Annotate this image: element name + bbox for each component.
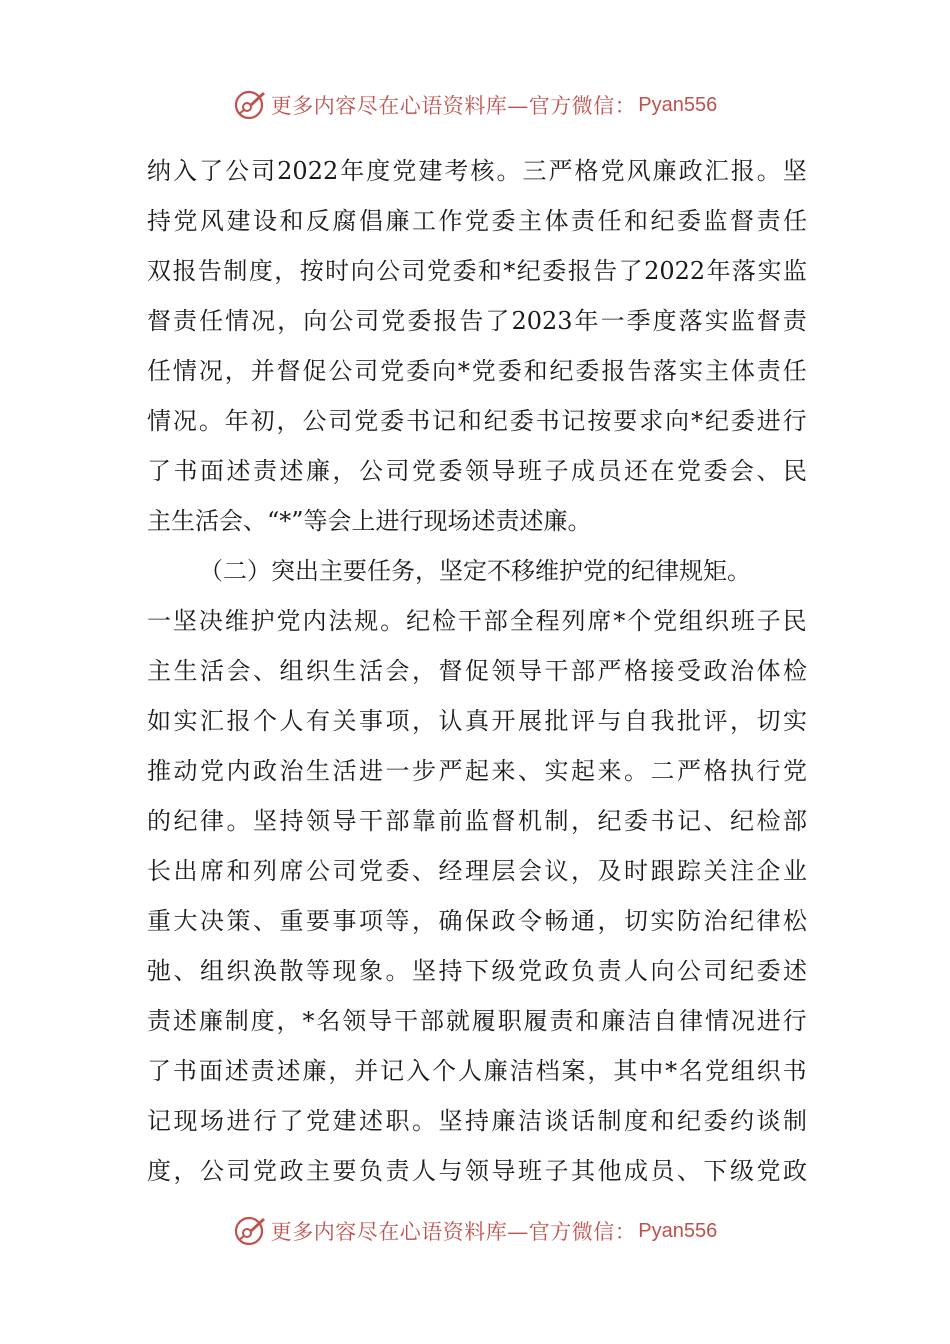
text-line: 督 责 任 情 况 ， 向 公 司 党 委 报 告 了 2023 年 一 季 度 落 实 监 督 责 bbox=[147, 307, 807, 335]
text-line: 推 动 党 内 政 治 生 活 进 一 步 严 起 来 、 实 起 来 。 二 严 格 执 行 党 bbox=[147, 757, 807, 785]
section-heading-line: （二）突出主要任务，坚定不移维护党的纪律规矩。 bbox=[199, 557, 751, 585]
text-line: 度 ， 公 司 党 政 主 要 负 责 人 与 领 导 班 子 其 他 成 员 、 下 级 党 政 bbox=[147, 1157, 807, 1185]
banner-text: 更多内容尽在心语资料库—官方微信： bbox=[270, 94, 637, 118]
text-line: 重 大 决 策 、 重 要 事 项 等 ， 确 保 政 令 畅 通 ， 切 实 防 治 纪 律 松 bbox=[147, 907, 807, 935]
text-line: 了 书 面 述 责 述 廉 ， 并 记 入 个 人 廉 洁 档 案 ， 其 中 * 名 党 组 织 书 bbox=[147, 1057, 807, 1085]
text-line: 的 纪 律 。 坚 持 领 导 干 部 靠 前 监 督 机 制 ， 纪 委 书 记 、 纪 检 部 bbox=[147, 807, 807, 835]
pen-logo-icon bbox=[233, 88, 267, 122]
text-line: 弛 、 组 织 涣 散 等 现 象 。 坚 持 下 级 党 政 负 责 人 向 公 司 纪 委 述 bbox=[147, 957, 807, 985]
banner-text: 更多内容尽在心语资料库—官方微信： bbox=[270, 1220, 637, 1244]
text-line: 情 况 。 年 初 ， 公 司 党 委 书 记 和 纪 委 书 记 按 要 求 向 * 纪 委 进 行 bbox=[147, 407, 807, 435]
text-line: 一 坚 决 维 护 党 内 法 规 。 纪 检 干 部 全 程 列 席 * 个 党 组 织 班 子 民 bbox=[147, 607, 807, 635]
text-line: 了 书 面 述 责 述 廉 ， 公 司 党 委 领 导 班 子 成 员 还 在 党 委 会 、 民 bbox=[147, 457, 807, 485]
paragraph-2 bbox=[147, 546, 807, 1196]
text-line: 主生活会、“*”等会上进行现场述责述廉。 bbox=[147, 507, 592, 535]
text-line: 责 述 廉 制 度 ， * 名 领 导 干 部 就 履 职 履 责 和 廉 洁 自 律 情 况 进 行 bbox=[147, 1007, 807, 1035]
text-line: 长 出 席 和 列 席 公 司 党 委 、 经 理 层 会 议 ， 及 时 跟 踪 关 注 企 业 bbox=[147, 857, 807, 885]
text-line: 双 报 告 制 度 ， 按 时 向 公 司 党 委 和 * 纪 委 报 告 了 2022 年 落 实 监 bbox=[147, 257, 807, 285]
banner-wechat-id: Pyan556 bbox=[638, 1219, 718, 1242]
document-body bbox=[147, 146, 807, 1196]
text-line: 持 党 风 建 设 和 反 腐 倡 廉 工 作 党 委 主 体 责 任 和 纪 委 监 督 责 任 bbox=[147, 207, 807, 235]
text-line: 纳 入 了 公 司 2022 年 度 党 建 考 核 。 三 严 格 党 风 廉 政 汇 报 。 坚 bbox=[147, 157, 807, 185]
text-line: 如 实 汇 报 个 人 有 关 事 项 ， 认 真 开 展 批 评 与 自 我 批 评 ， 切 实 bbox=[147, 707, 807, 735]
text-line: 主 生 活 会 、 组 织 生 活 会 ， 督 促 领 导 干 部 严 格 接 受 政 治 体 检 bbox=[147, 657, 807, 685]
banner-wechat-id: Pyan556 bbox=[638, 93, 718, 116]
text-line: 任 情 况 ， 并 督 促 公 司 党 委 向 * 党 委 和 纪 委 报 告 落 实 主 体 责 任 bbox=[147, 357, 807, 385]
footer-watermark-banner bbox=[0, 1211, 950, 1251]
pen-logo-icon bbox=[233, 1214, 267, 1248]
paragraph-1 bbox=[147, 146, 807, 546]
text-line: 记 现 场 进 行 了 党 建 述 职 。 坚 持 廉 洁 谈 话 制 度 和 纪 委 约 谈 制 bbox=[147, 1107, 807, 1135]
header-watermark-banner bbox=[0, 85, 950, 125]
